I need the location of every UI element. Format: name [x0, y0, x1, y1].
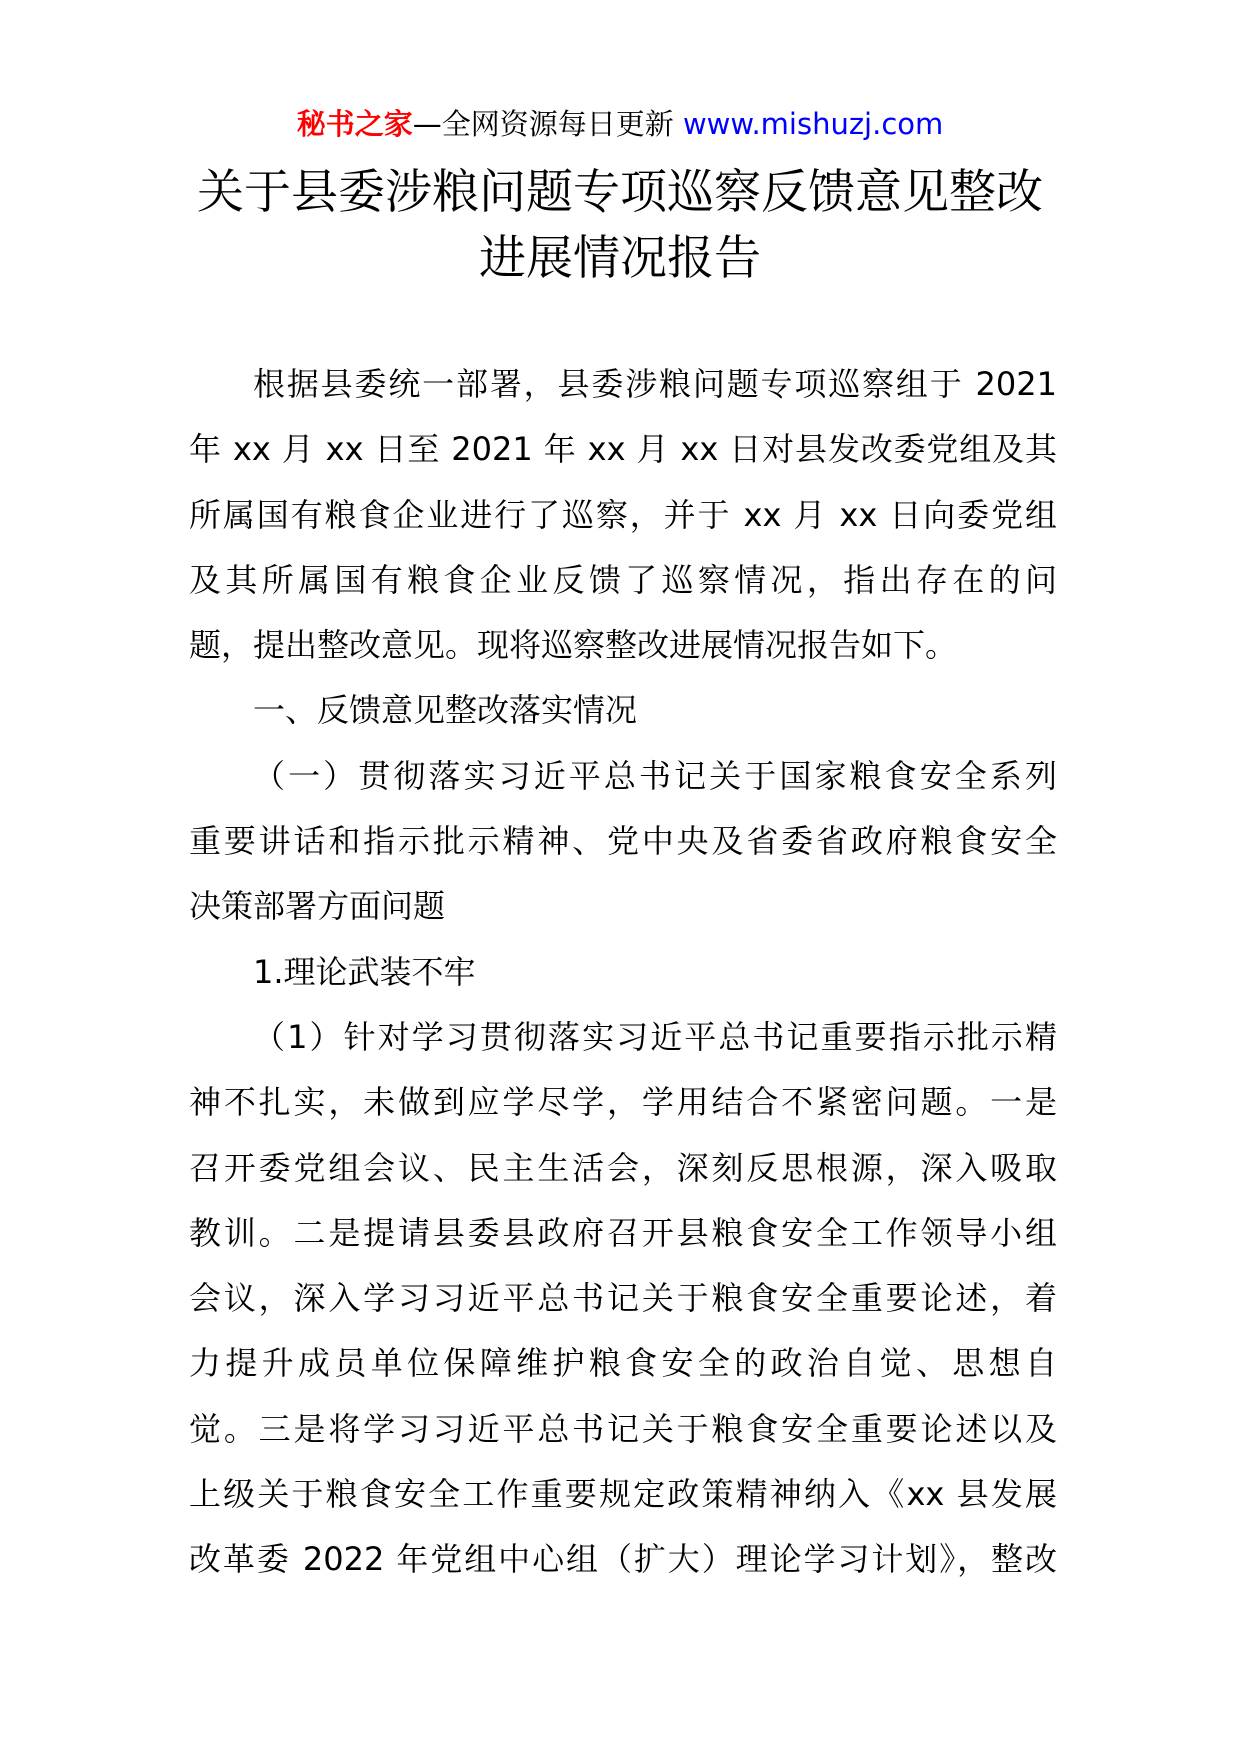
document-body [189, 352, 1057, 1593]
text-line: 改革委 2022 年党组中心组（扩大）理论学习计划》，整改 [189, 1540, 1057, 1579]
text-line: （1）针对学习贯彻落实习近平总书记重要指示批示精 [253, 1017, 1057, 1056]
text-line: 会议，深入学习习近平总书记关于粮食安全重要论述，着 [189, 1279, 1057, 1318]
text-line: 召开委党组会议、民主生活会，深刻反思根源，深入吸取 [189, 1148, 1057, 1187]
text-line: 决策部署方面问题 [189, 887, 446, 926]
text-line: 神不扎实，未做到应学尽学，学用结合不紧密问题。一是 [189, 1083, 1057, 1122]
site-url[interactable]: www.mishuzj.com [682, 107, 944, 141]
text-line: 一、反馈意见整改落实情况 [253, 691, 638, 730]
text-line: 年 xx 月 xx 日至 2021 年 xx 月 xx 日对县发改委党组及其 [189, 430, 1057, 469]
watermark-header [0, 104, 1240, 144]
text-line: 根据县委统一部署，县委涉粮问题专项巡察组于 2021 [253, 365, 1057, 403]
text-line: 教训。二是提请县委县政府召开县粮食安全工作领导小组 [189, 1213, 1057, 1252]
text-line: 上级关于粮食安全工作重要规定政策精神纳入《xx 县发展 [189, 1475, 1057, 1514]
text-line: 力提升成员单位保障维护粮食安全的政治自觉、思想自 [189, 1344, 1057, 1383]
tagline: —全网资源每日更新 [412, 107, 683, 141]
text-line: 1.理论武装不牢 [253, 952, 476, 991]
text-line: 重要讲话和指示批示精神、党中央及省委省政府粮食安全 [189, 822, 1057, 861]
brand-name: 秘书之家 [296, 107, 413, 141]
text-line: 所属国有粮食企业进行了巡察，并于 xx 月 xx 日向委党组 [189, 495, 1057, 534]
text-line: 觉。三是将学习习近平总书记关于粮食安全重要论述以及 [189, 1409, 1057, 1448]
text-line: （一）贯彻落实习近平总书记关于国家粮食安全系列 [253, 756, 1057, 795]
document-title [0, 160, 1240, 292]
title-line-2: 进展情况报告 [479, 231, 761, 286]
text-line: 及其所属国有粮食企业反馈了巡察情况，指出存在的问 [189, 560, 1057, 599]
text-line: 题，提出整改意见。现将巡察整改进展情况报告如下。 [189, 626, 958, 665]
title-line-1: 关于县委涉粮问题专项巡察反馈意见整改 [197, 165, 1043, 220]
